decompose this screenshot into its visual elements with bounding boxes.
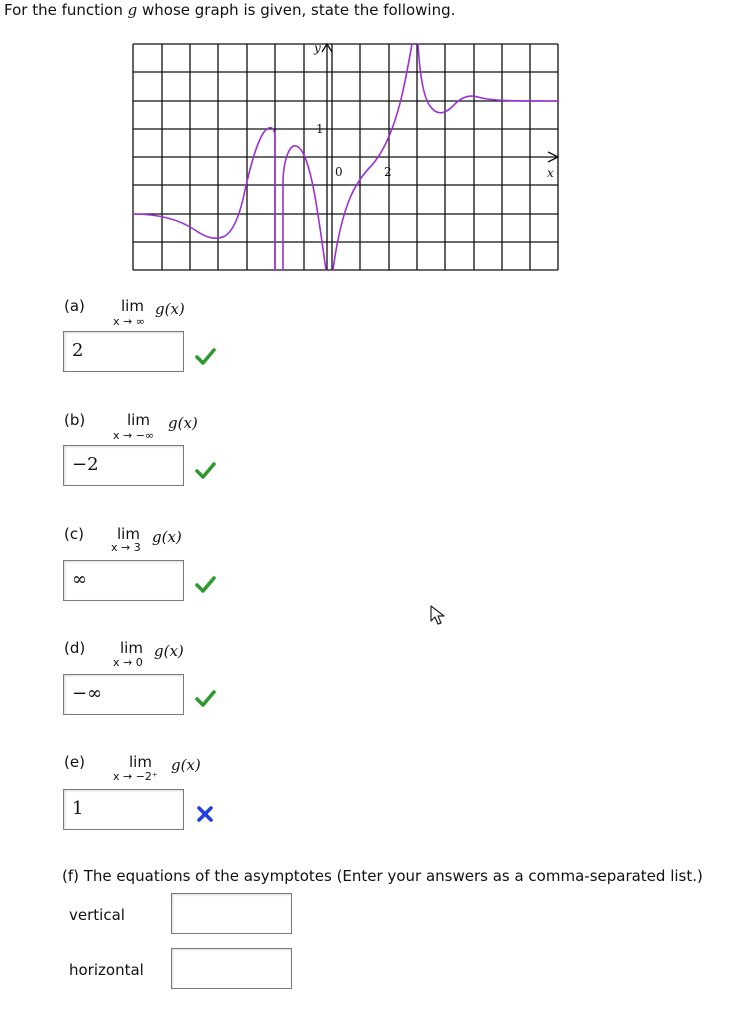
part-a-check-icon xyxy=(194,346,216,366)
part-e-subscript: x → −2⁺ xyxy=(113,770,158,783)
part-d-function: g(x) xyxy=(154,642,184,660)
y-axis-label: y xyxy=(314,41,321,55)
part-d-answer-input[interactable]: −∞ xyxy=(63,674,184,715)
mouse-pointer-icon xyxy=(429,604,447,628)
vertical-label: vertical xyxy=(69,906,125,924)
part-b-check-icon xyxy=(194,460,216,480)
part-e-cross-icon xyxy=(194,804,216,824)
curve-left-branch xyxy=(133,128,275,270)
curve-far-right-branch xyxy=(418,44,558,113)
part-a-subscript: x → ∞ xyxy=(113,315,145,328)
part-a-function: g(x) xyxy=(155,300,185,318)
tick-label-x-two: 2 xyxy=(384,165,392,179)
function-graph xyxy=(0,0,754,290)
horizontal-label: horizontal xyxy=(69,961,144,979)
part-b-subscript: x → −∞ xyxy=(113,429,155,442)
part-d-subscript: x → 0 xyxy=(113,656,143,669)
part-c-subscript: x → 3 xyxy=(111,541,141,554)
part-c-check-icon xyxy=(194,574,216,594)
tick-label-y-one: 1 xyxy=(316,122,324,136)
part-e-label: (e) xyxy=(64,753,85,771)
part-b-label: (b) xyxy=(64,411,86,429)
x-axis-label: x xyxy=(547,166,554,180)
part-c-lim: lim xyxy=(117,525,140,543)
part-c-function: g(x) xyxy=(152,528,182,546)
graph-grid xyxy=(133,44,558,270)
part-d-label: (d) xyxy=(64,639,86,657)
part-c-label: (c) xyxy=(64,525,84,543)
part-b-answer-input[interactable]: −2 xyxy=(63,445,184,486)
tick-label-origin: 0 xyxy=(335,165,343,179)
part-a-lim: lim xyxy=(121,297,144,315)
part-e-lim: lim xyxy=(129,753,152,771)
part-a-label: (a) xyxy=(64,297,85,315)
vertical-asymptote-input[interactable] xyxy=(171,893,292,934)
part-b-lim: lim xyxy=(127,411,150,429)
part-e-function: g(x) xyxy=(171,756,201,774)
part-d-check-icon xyxy=(194,688,216,708)
part-b-function: g(x) xyxy=(168,414,198,432)
horizontal-asymptote-input[interactable] xyxy=(171,948,292,989)
part-a-answer-input[interactable]: 2 xyxy=(63,331,184,372)
prompt-text: For the function g whose graph is given, state the following. xyxy=(4,1,456,19)
part-f-question: (f) The equations of the asymptotes (Enter your answers as a comma-separated list.) xyxy=(62,867,703,885)
part-e-answer-input[interactable]: 1 xyxy=(63,789,184,830)
part-c-answer-input[interactable]: ∞ xyxy=(63,560,184,601)
part-d-lim: lim xyxy=(120,639,143,657)
